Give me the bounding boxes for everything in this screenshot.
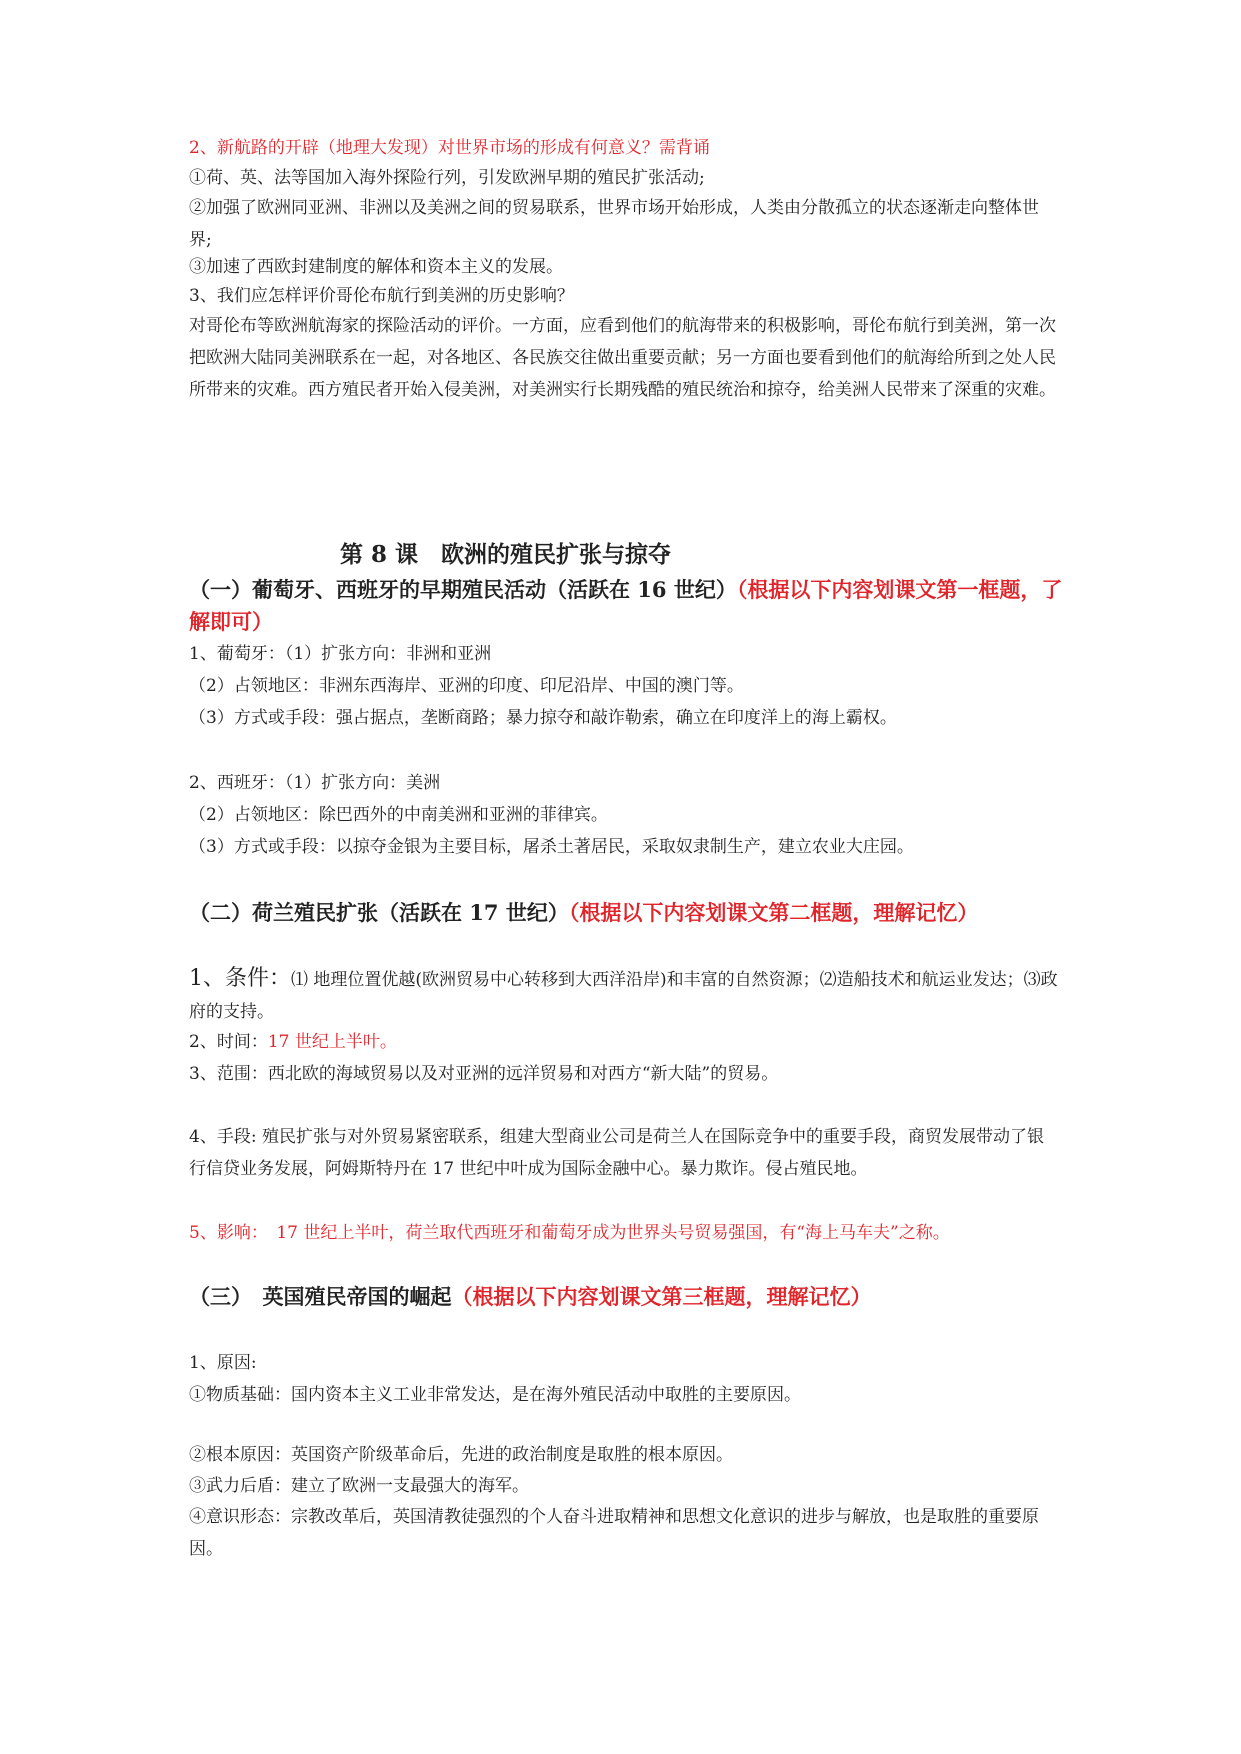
netherlands-conditions xyxy=(189,963,1059,1028)
q2-point-3: ③加速了西欧封建制度的解体和资本主义的发展。 xyxy=(189,257,563,277)
section-2-heading xyxy=(189,897,1069,929)
britain-reason-root: ②根本原因：英国资产阶级革命后，先进的政治制度是取胜的根本原因。 xyxy=(189,1445,733,1465)
britain-reason-military: ③武力后盾：建立了欧洲一支最强大的海军。 xyxy=(189,1476,529,1496)
conditions-body: ⑴ 地理位置优越(欧洲贸易中心转移到大西洋沿岸)和丰富的自然资源；⑵造船技术和航运业发达；⑶政府的支持。 xyxy=(189,970,1058,1022)
britain-reason-ideology: ④意识形态：宗教改革后，英国清教徒强烈的个人奋斗进取精神和思想文化意识的进步与解放，也是取胜的重要原因。 xyxy=(189,1507,1039,1559)
lesson-title: 第 8 课 欧洲的殖民扩张与掠夺 xyxy=(340,541,672,568)
netherlands-scope: 3、范围：西北欧的海域贸易以及对亚洲的远洋贸易和对西方“新大陆”的贸易。 xyxy=(189,1064,779,1084)
portugal-area: （2）占领地区：非洲东西海岸、亚洲的印度、印尼沿岸、中国的澳门等。 xyxy=(189,676,744,696)
britain-reason-material: ①物质基础：国内资本主义工业非常发达，是在海外殖民活动中取胜的主要原因。 xyxy=(189,1385,801,1405)
netherlands-means: 4、手段: 殖民扩张与对外贸易紧密联系，组建大型商业公司是荷兰人在国际竞争中的重要手段，商贸发展带动了银行信贷业务发展，阿姆斯特丹在 17 世纪中叶成为国际金融中心。暴力欺诈。侵占殖民地。 xyxy=(189,1127,1044,1179)
spain-direction: 2、西班牙：（1）扩张方向：美洲 xyxy=(189,773,441,793)
section-1-note: （根据以下内容划课文第一框题，了解即可） xyxy=(189,577,1063,634)
question-3-title: 3、我们应怎样评价哥伦布航行到美洲的历史影响？ xyxy=(189,286,574,306)
time-value: 17 世纪上半叶。 xyxy=(267,1032,397,1052)
section-3-head-text: （三） 英国殖民帝国的崛起 xyxy=(189,1284,452,1309)
section-3-heading xyxy=(189,1281,1069,1313)
q2-point-1: ①荷、英、法等国加入海外探险行列，引发欧洲早期的殖民扩张活动; xyxy=(189,168,705,188)
portugal-means: （3）方式或手段：强占据点，垄断商路；暴力掠夺和敲诈勒索，确立在印度洋上的海上霸权。 xyxy=(189,708,897,728)
section-1-head-text: （一）葡萄牙、西班牙的早期殖民活动（活跃在 16 世纪） xyxy=(189,577,737,602)
conditions-label: 1、条件： xyxy=(189,966,291,991)
portugal-direction: 1、葡萄牙：（1）扩张方向：非洲和亚洲 xyxy=(189,644,492,664)
section-3-note: （根据以下内容划课文第三框题，理解记忆） xyxy=(451,1284,872,1309)
section-2-head-text: （二）荷兰殖民扩张（活跃在 17 世纪） xyxy=(189,900,569,925)
q2-point-2: ②加强了欧洲同亚洲、非洲以及美洲之间的贸易联系，世界市场开始形成，人类由分散孤立的状态逐渐走向整体世界; xyxy=(189,198,1039,250)
spain-means: （3）方式或手段：以掠夺金银为主要目标，屠杀土著居民，采取奴隶制生产，建立农业大庄园。 xyxy=(189,837,914,857)
netherlands-impact: 5、影响： 17 世纪上半叶，荷兰取代西班牙和葡萄牙成为世界头号贸易强国，有“海上马车夫”之称。 xyxy=(189,1223,950,1243)
q3-answer: 对哥伦布等欧洲航海家的探险活动的评价。一方面，应看到他们的航海带来的积极影响，哥伦布航行到美洲，第一次把欧洲大陆同美洲联系在一起，对各地区、各民族交往做出重要贡献；另一方面也要看到他们的航海给所到之处人民所带来的灾难。西方殖民者开始入侵美洲，对美洲实行长期残酷的殖民统治和掠夺，给美洲人民带来了深重的灾难。 xyxy=(189,316,1056,400)
question-2-title: 2、新航路的开辟（地理大发现）对世界市场的形成有何意义？需背诵 xyxy=(189,138,710,158)
spain-area: （2）占领地区：除巴西外的中南美洲和亚洲的菲律宾。 xyxy=(189,805,608,825)
time-label: 2、时间： xyxy=(189,1032,268,1052)
section-2-note: （根据以下内容划课文第二框题，理解记忆） xyxy=(568,900,979,925)
britain-reasons-label: 1、原因: xyxy=(189,1353,257,1373)
netherlands-time xyxy=(189,1031,1059,1053)
section-1-heading xyxy=(189,574,1069,638)
